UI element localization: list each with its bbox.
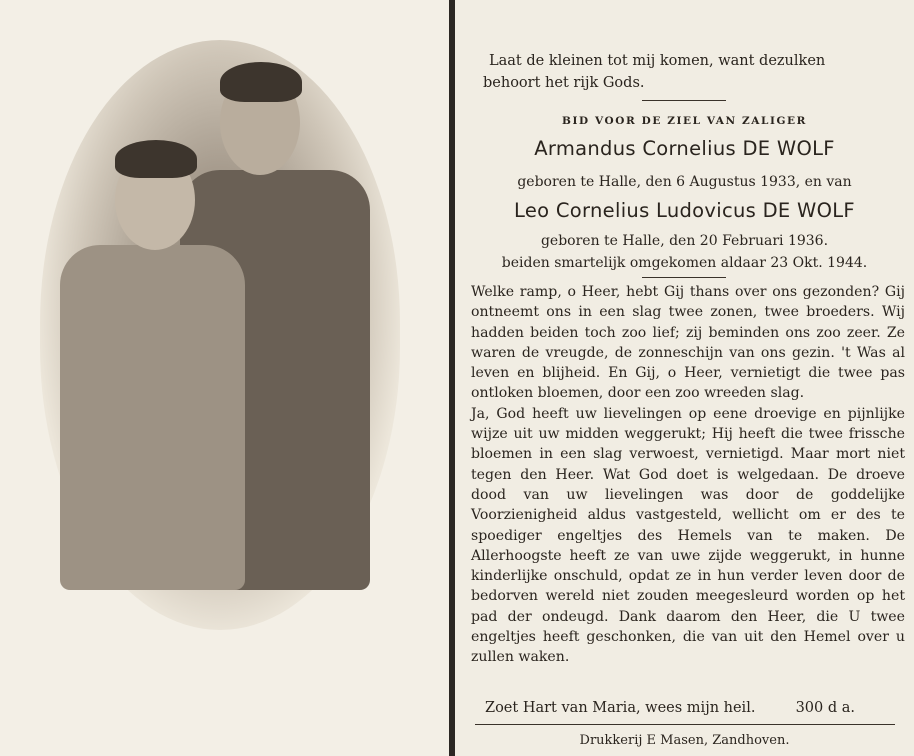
indulgence-note: 300 d a. [795,700,855,716]
divider-middle [642,277,726,278]
prayer-heading: BID VOOR DE ZIEL VAN ZALIGER [562,115,807,127]
death-line: beiden smartelijk omgekomen aldaar 23 Okt. 1944. [501,255,868,271]
verse-line-1: Laat de kleinen tot mij komen, want dezulken [489,53,826,69]
scripture-verse [483,50,903,94]
younger-boy-figure [60,245,245,590]
closing-line [485,700,895,716]
person1-birth: geboren te Halle, den 6 Augustus 1933, en van [517,174,852,190]
person2-birth: geboren te Halle, den 20 Februari 1936. [540,233,829,249]
memorial-text [471,282,905,668]
divider-bottom [475,724,895,725]
person2-name: Leo Cornelius Ludovicus DE WOLF [514,199,855,222]
verse-line-2: behoort het rijk Gods. [483,75,645,91]
photo-card [0,0,449,756]
person1-name: Armandus Cornelius DE WOLF [534,137,835,160]
paragraph-1: Welke ramp, o Heer, hebt Gij thans over ons gezonden? Gij ontneemt ons in een slag twee zonen, twee broeders. Wij hadden beiden toch zoo lief; zij beminden ons zoo zeer. Ze waren de vreugde, de zonneschijn van ons gezin. 't Was al leven en blijheid. En Gij, o Heer, vernietigt die twee pas ontloken bloemen, door een zoo wreeden slag. [471,284,905,402]
closing-prayer: Zoet Hart van Maria, wees mijn heil. [485,700,756,716]
paragraph-2: Ja, God heeft uw lievelingen op eene droevige en pijnlijke wijze uit uw midden weggerukt; Hij heeft die twee frissche bloemen in een slag verwoest, vernietigd. Maar mort niet tegen den Heer. Wat God doet is welgedaan. De droeve dood van uw lievelingen was door de goddelijke Voorzienigheid aldus vastgesteld, wellicht om er des te spoediger engeltjes des Hemels van te maken. De Allerhoogste heeft ze van uwe zijde weggerukt, in hunne kinderlijke onschuld, opdat ze in hun verder leven door de bedorven wereld niet zouden meegesleurd worden op het pad der ondeugd. Dank daarom den Heer, die U twee engeltjes heeft geschonken, die van uit den Hemel over u zullen waken. [471,405,905,666]
memorial-text-card [455,0,914,756]
younger-boy-hair [115,140,197,178]
printer-credit: Drukkerij E Masen, Zandhoven. [579,733,790,748]
older-boy-hair [220,62,302,102]
portrait-photo [40,40,400,630]
divider-top [642,100,726,101]
